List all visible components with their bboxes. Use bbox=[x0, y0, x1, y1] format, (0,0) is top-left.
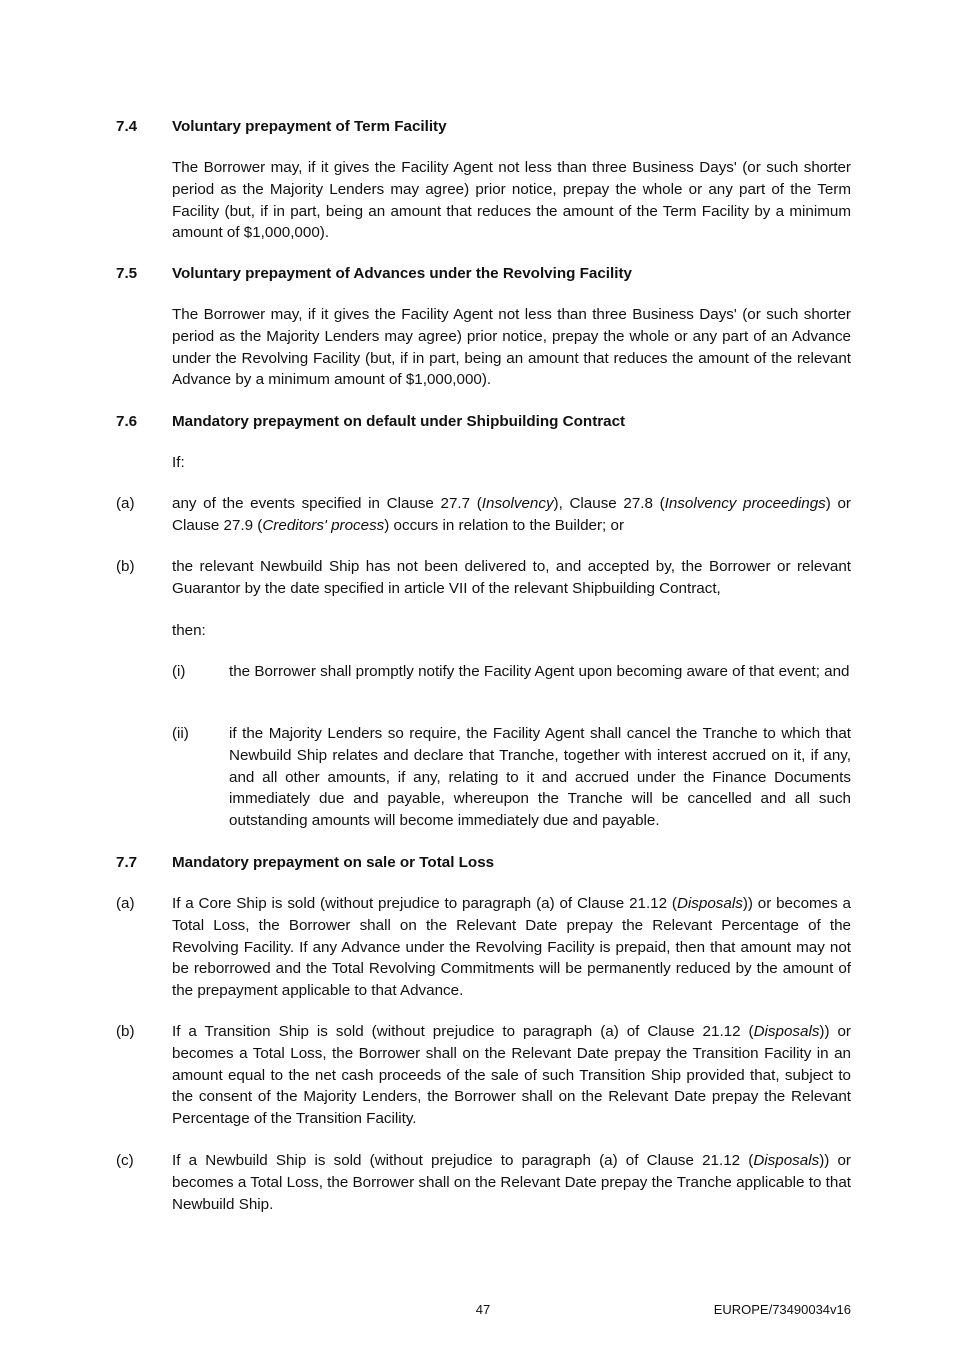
section-title: Voluntary prepayment of Term Facility bbox=[172, 118, 447, 135]
paragraph-a: If a Core Ship is sold (without prejudice to paragraph (a) of Clause 21.12 (Disposals)) or becomes a Total Loss, the Borrower shall on the Relevant Date prepay the Relevant Percentage of the Revolving Facility. If any Advance under the Revolving Facility is prepaid, then that amount may not be reborrowed and the Total Revolving Commitments will be permanently reduced by the amount of the prepayment applicable to that Advance. bbox=[172, 895, 851, 1000]
section-number: 7.6 bbox=[116, 413, 138, 430]
section-number: 7.4 bbox=[116, 118, 138, 135]
subparagraph-marker: (i) bbox=[172, 663, 186, 680]
paragraph-marker: (a) bbox=[116, 895, 135, 912]
section-title: Voluntary prepayment of Advances under the Revolving Facility bbox=[172, 265, 632, 282]
subparagraph-marker: (ii) bbox=[172, 725, 189, 742]
section-title: Mandatory prepayment on sale or Total Loss bbox=[172, 854, 495, 871]
paragraph-marker: (c) bbox=[116, 1152, 134, 1169]
paragraph-marker: (b) bbox=[116, 1023, 135, 1040]
subparagraph-i: the Borrower shall promptly notify the Facility Agent upon becoming aware of that event; and bbox=[229, 663, 850, 680]
paragraph-marker: (b) bbox=[116, 558, 135, 575]
intro-text: If: bbox=[172, 454, 185, 471]
document-reference: EUROPE/73490034v16 bbox=[713, 1302, 851, 1317]
section-number: 7.5 bbox=[116, 265, 138, 282]
then-text: then: bbox=[172, 622, 206, 639]
section-body: The Borrower may, if it gives the Facility Agent not less than three Business Days' (or such shorter period as the Majority Lenders may agree) prior notice, prepay the whole or any part of the Term Facility (but, if in part, being an amount that reduces the amount of the Term Facility by a minimum amount of $1,000,000). bbox=[172, 159, 851, 242]
section-body: The Borrower may, if it gives the Facility Agent not less than three Business Days' (or such shorter period as the Majority Lenders may agree) prior notice, prepay the whole or any part of an Advance under the Revolving Facility (but, if in part, being an amount that reduces the amount of the relevant Advance by a minimum amount of $1,000,000). bbox=[172, 306, 851, 389]
page-number: 47 bbox=[475, 1302, 491, 1317]
section-title: Mandatory prepayment on default under Shipbuilding Contract bbox=[172, 413, 626, 430]
paragraph-c: If a Newbuild Ship is sold (without prejudice to paragraph (a) of Clause 21.12 (Disposals)) or becomes a Total Loss, the Borrower shall on the Relevant Date prepay the Tranche applicable to that Newbuild Ship. bbox=[172, 1152, 851, 1213]
paragraph-a: any of the events specified in Clause 27.7 (Insolvency), Clause 27.8 (Insolvency proceedings) or Clause 27.9 (Creditors' process) occurs in relation to the Builder; or bbox=[172, 495, 851, 534]
paragraph-marker: (a) bbox=[116, 495, 135, 512]
paragraph-b: If a Transition Ship is sold (without prejudice to paragraph (a) of Clause 21.12 (Disposals)) or becomes a Total Loss, the Borrower shall on the Relevant Date prepay the Transition Facility in an amount equal to the net cash proceeds of the sale of such Transition Ship provided that, subject to the consent of the Majority Lenders, the Borrower shall on the Relevant Date prepay the Relevant Percentage of the Transition Facility. bbox=[172, 1023, 851, 1128]
subparagraph-ii: if the Majority Lenders so require, the Facility Agent shall cancel the Tranche to which that Newbuild Ship relates and declare that Tranche, together with interest accrued on it, if any, and all other amounts, if any, relating to it and accrued under the Finance Documents immediately due and payable, whereupon the Tranche will be cancelled and all such outstanding amounts will become immediately due and payable. bbox=[229, 725, 851, 830]
section-number: 7.7 bbox=[116, 854, 138, 871]
paragraph-b: the relevant Newbuild Ship has not been delivered to, and accepted by, the Borrower or relevant Guarantor by the date specified in article VII of the relevant Shipbuilding Contract, bbox=[172, 558, 851, 597]
